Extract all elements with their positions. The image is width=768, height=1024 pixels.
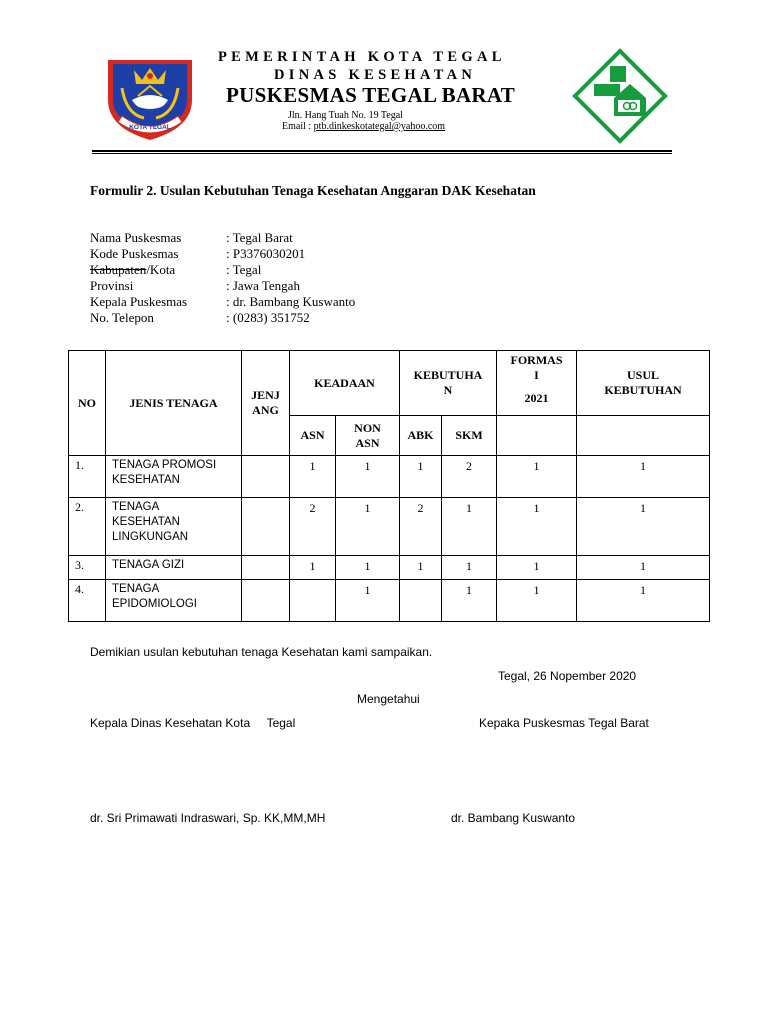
cell-usul: 1 — [577, 556, 710, 580]
header-formasi-line1: FORMAS — [510, 353, 563, 367]
cell-abk: 1 — [400, 456, 442, 498]
table-row — [69, 498, 710, 556]
cell-non-asn: 1 — [336, 456, 400, 498]
header-formasi-empty — [497, 416, 577, 456]
cell-jenis-line1: TENAGA GIZI — [112, 559, 185, 571]
cell-asn: 1 — [290, 556, 336, 580]
cell-jenis-tenaga — [106, 456, 242, 498]
header-asn: ASN — [290, 416, 336, 456]
info-label: Provinsi — [90, 278, 134, 293]
cell-no: 1. — [69, 456, 106, 498]
cell-jenis-line1: TENAGA — [112, 501, 160, 513]
puskesmas-logo — [572, 48, 668, 144]
left-signatory-name: dr. Sri Primawati Indraswari, Sp. KK,MM,MH — [90, 811, 326, 825]
cell-formasi: 1 — [497, 456, 577, 498]
cell-non-asn: 1 — [336, 556, 400, 580]
header-government-line: PEMERINTAH KOTA TEGAL — [218, 49, 506, 65]
cell-asn — [290, 580, 336, 622]
cell-jenis-tenaga — [106, 580, 242, 622]
table-row — [69, 556, 710, 580]
header-usul-line1: USUL — [626, 368, 659, 382]
header-kebutuhan — [400, 351, 497, 416]
header-no: NO — [69, 351, 106, 456]
cell-asn: 1 — [290, 456, 336, 498]
header-puskesmas-name: PUSKESMAS TEGAL BARAT — [226, 83, 516, 107]
header-jenjang-line2: ANG — [252, 403, 279, 417]
cell-jenis-tenaga — [106, 556, 242, 580]
info-value: : Tegal — [226, 262, 262, 277]
cell-formasi: 1 — [497, 498, 577, 556]
form-title: Formulir 2. Usulan Kebutuhan Tenaga Kesehatan Anggaran DAK Kesehatan — [90, 183, 536, 198]
header-non-asn-line1: NON — [354, 420, 381, 435]
header-usul — [577, 351, 710, 416]
cell-jenjang — [242, 556, 290, 580]
info-label: No. Telepon — [90, 310, 154, 325]
closing-statement: Demikian usulan kebutuhan tenaga Kesehatan kami sampaikan. — [90, 645, 433, 659]
cell-usul: 1 — [577, 456, 710, 498]
header-rule-thick — [92, 150, 672, 152]
cell-usul: 1 — [577, 498, 710, 556]
cell-no: 4. — [69, 580, 106, 622]
cell-non-asn: 1 — [336, 580, 400, 622]
header-non-asn-line2: ASN — [355, 435, 380, 450]
header-formasi — [497, 351, 577, 416]
header-kebutuhan-line1: KEBUTUHA — [413, 368, 483, 382]
right-signatory-name: dr. Bambang Kuswanto — [451, 811, 576, 825]
cell-asn: 2 — [290, 498, 336, 556]
table-row — [69, 456, 710, 498]
cell-jenis-line2: EPIDOMIOLOGI — [112, 598, 197, 610]
cell-abk — [400, 580, 442, 622]
header-abk: ABK — [400, 416, 442, 456]
info-value: : dr. Bambang Kuswanto — [226, 294, 356, 309]
header-kebutuhan-line2: N — [443, 383, 453, 397]
info-label — [90, 262, 175, 278]
cell-jenis-line1: TENAGA PROMOSI — [112, 459, 217, 471]
header-jenjang — [242, 351, 290, 456]
header-formasi-line2: I — [534, 368, 539, 382]
header-non-asn — [336, 416, 400, 456]
cell-abk: 2 — [400, 498, 442, 556]
left-signatory-title: Kepala Dinas Kesehatan Kota Tegal — [90, 716, 296, 730]
cell-no: 2. — [69, 498, 106, 556]
right-signatory-title: Kepaka Puskesmas Tegal Barat — [479, 716, 649, 730]
info-label-struck: Kabupaten — [90, 262, 147, 277]
header-keadaan: KEADAAN — [290, 351, 400, 416]
cell-formasi: 1 — [497, 580, 577, 622]
info-value: : P3376030201 — [226, 246, 306, 261]
header-usul-line2: KEBUTUHAN — [604, 383, 682, 397]
header-skm: SKM — [442, 416, 497, 456]
header-address: Jln. Hang Tuah No. 19 Tegal — [288, 110, 403, 121]
info-value: : (0283) 351752 — [226, 310, 310, 325]
info-label: Kepala Puskesmas — [90, 294, 188, 309]
cell-jenjang — [242, 580, 290, 622]
info-label-rest: /Kota — [146, 262, 176, 277]
cell-jenjang — [242, 498, 290, 556]
header-jenjang-line1: JENJ — [251, 388, 280, 402]
kota-tegal-emblem-logo — [104, 56, 196, 142]
cell-jenis-tenaga — [106, 498, 242, 556]
header-email-line — [282, 121, 445, 132]
cell-jenis-line2: KESEHATAN — [112, 474, 180, 486]
cell-usul: 1 — [577, 580, 710, 622]
cell-non-asn: 1 — [336, 498, 400, 556]
header-usul-empty — [577, 416, 710, 456]
signing-date: Tegal, 26 Nopember 2020 — [498, 669, 637, 683]
header-rule-thin — [92, 153, 672, 154]
acknowledgement-label: Mengetahui — [357, 692, 420, 706]
cell-jenis-line3: LINGKUNGAN — [112, 531, 189, 543]
info-value: : Jawa Tengah — [226, 278, 300, 293]
table-row — [69, 580, 710, 622]
info-value: : Tegal Barat — [226, 230, 293, 245]
info-label: Nama Puskesmas — [90, 230, 182, 245]
email-link[interactable]: ptb.dinkeskotategal@yahoo.com — [313, 121, 446, 132]
cell-skm: 1 — [442, 498, 497, 556]
cell-no: 3. — [69, 556, 106, 580]
table-header-row — [69, 351, 710, 416]
cell-skm: 1 — [442, 556, 497, 580]
cell-formasi: 1 — [497, 556, 577, 580]
cell-skm: 2 — [442, 456, 497, 498]
cell-jenis-line1: TENAGA — [112, 583, 160, 595]
svg-text:KOTA TEGAL: KOTA TEGAL — [129, 124, 171, 131]
email-label: Email : — [282, 121, 314, 132]
header-jenis-tenaga: JENIS TENAGA — [106, 351, 242, 456]
header-agency-line: DINAS KESEHATAN — [274, 67, 477, 83]
cell-skm: 1 — [442, 580, 497, 622]
info-label: Kode Puskesmas — [90, 246, 179, 261]
cell-jenjang — [242, 456, 290, 498]
kebutuhan-table — [68, 350, 710, 622]
cell-abk: 1 — [400, 556, 442, 580]
header-formasi-year: 2021 — [524, 391, 549, 405]
cell-jenis-line2: KESEHATAN — [112, 516, 180, 528]
